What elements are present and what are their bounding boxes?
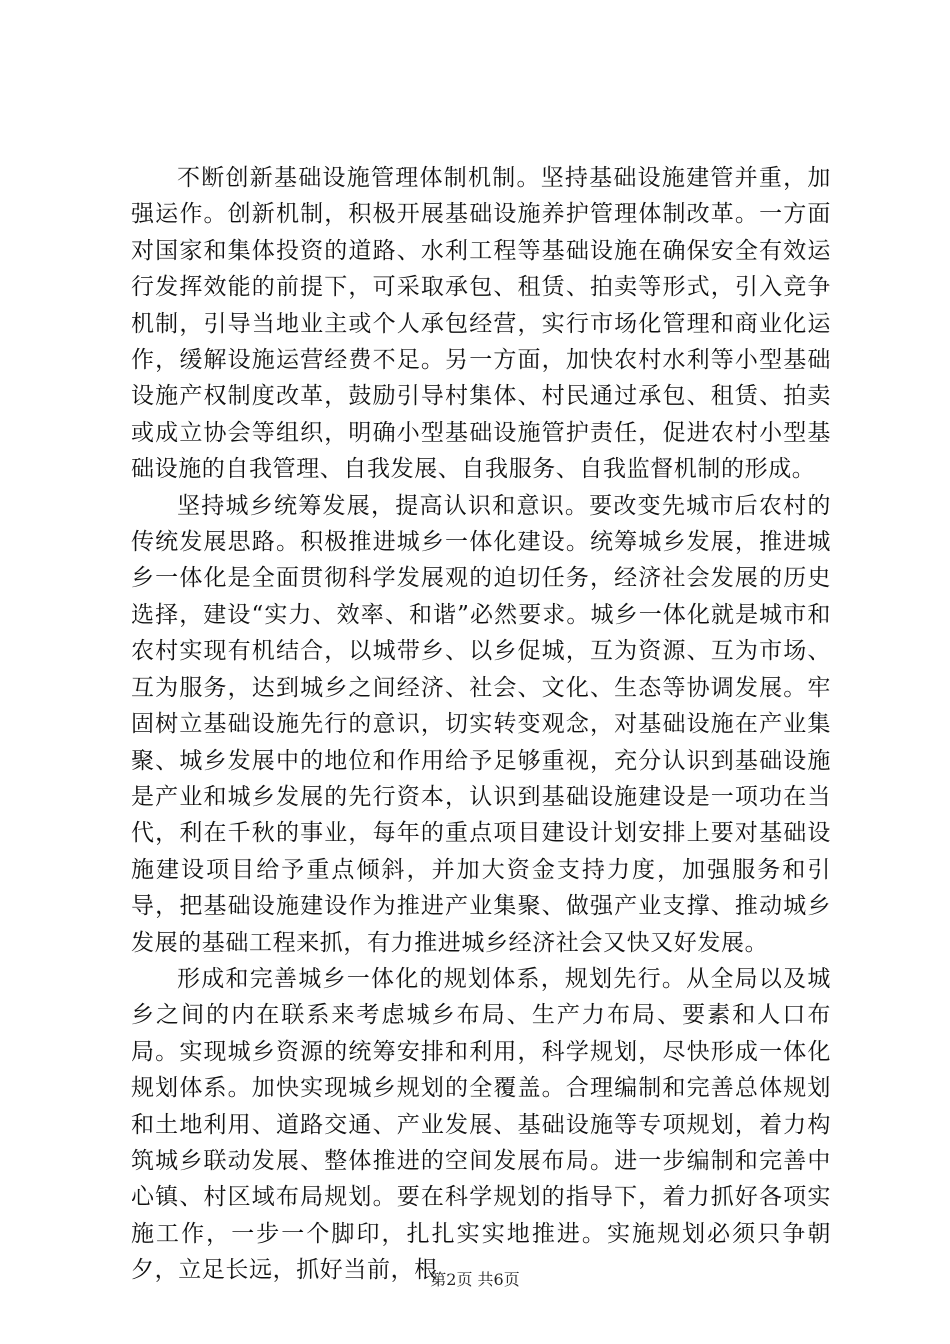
- paragraph-infrastructure-management: 不断创新基础设施管理体制机制。坚持基础设施建管并重，加强运作。创新机制，积极开展基础设施养护管理体制改革。一方面对国家和集体投资的道路、水利工程等基础设施在确保安全有效运行发挥效能的前提下，可采取承包、租赁、拍卖等形式，引入竞争机制，引导当地业主或个人承包经营，实行市场化管理和商业化运作，缓解设施运营经费不足。另一方面，加快农村水利等小型基础设施产权制度改革，鼓励引导村集体、村民通过承包、租赁、拍卖或成立协会等组织，明确小型基础设施管护责任，促进农村小型基础设施的自我管理、自我发展、自我服务、自我监督机制的形成。: [131, 165, 831, 483]
- paragraph-planning-system: 形成和完善城乡一体化的规划体系，规划先行。从全局以及城乡之间的内在联系来考虑城乡布局、生产力布局、要素和人口布局。实现城乡资源的统筹安排和利用，科学规划，尽快形成一体化规划体系。加快实现城乡规划的全覆盖。合理编制和完善总体规划和土地利用、道路交通、产业发展、基础设施等专项规划，着力构筑城乡联动发展、整体推进的空间发展布局。进一步编制和完善中心镇、村区域布局规划。要在科学规划的指导下，着力抓好各项实施工作，一步一个脚印，扎扎实实地推进。实施规划必须只争朝夕，立足长远，抓好当前，根: [131, 965, 831, 1284]
- page-footer: 第2页 共6页: [430, 1270, 520, 1289]
- paragraph-urban-rural-development: 坚持城乡统筹发展，提高认识和意识。要改变先城市后农村的传统发展思路。积极推进城乡一体化建设。统筹城乡发展，推进城乡一体化是全面贯彻科学发展观的迫切任务，经济社会发展的历史选择，建设“实力、效率、和谐”必然要求。城乡一体化就是城市和农村实现有机结合，以城带乡、以乡促城，互为资源、互为市场、互为服务，达到城乡之间经济、社会、文化、生态等协调发展。牢固树立基础设施先行的意识，切实转变观念，对基础设施在产业集聚、城乡发展中的地位和作用给予足够重视，充分认识到基础设施是产业和城乡发展的先行资本，认识到基础设施建设是一项功在当代，利在千秋的事业，每年的重点项目建设计划安排上要对基础设施建设项目给予重点倾斜，并加大资金支持力度，加强服务和引导，把基础设施建设作为推进产业集聚、做强产业支撑、推动城乡发展的基础工程来抓，有力推进城乡经济社会又快又好发展。: [131, 492, 831, 956]
- document-body: [131, 160, 831, 1289]
